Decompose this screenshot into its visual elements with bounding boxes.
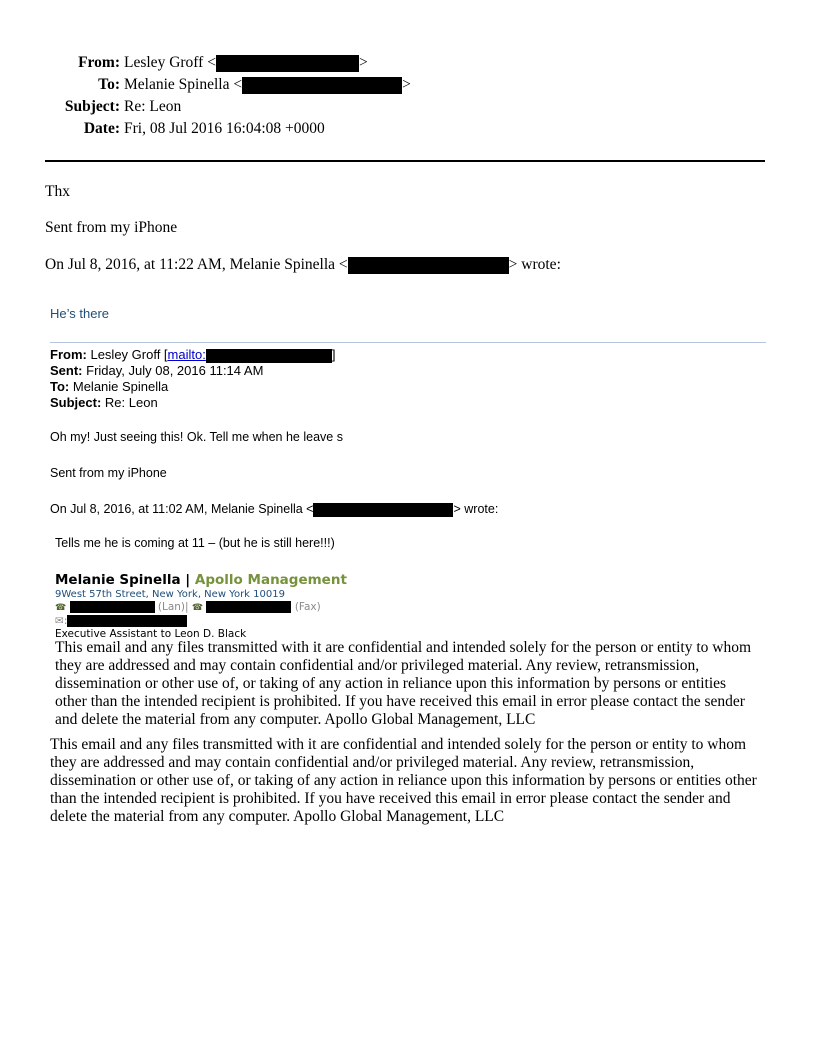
body-thx: Thx [45, 183, 70, 200]
signature-address: 9West 57th Street, New York, New York 10019 [55, 589, 285, 600]
phone-icon: ☎ [55, 603, 67, 613]
disclaimer-outer: This email and any files transmitted with it are confidential and intended solely for the person or entity to whom they are addressed and may contain confidential and/or privileged material. Any review, retransmission, dissemination or other use of, or taking of any action in reliance upon this information by persons or entities other than the intended recipient is prohibited. If you have received this email in error please contact the sender and delete the material from any computer. Apollo Global Management, LLC [50, 736, 757, 825]
body-sent-from: Sent from my iPhone [45, 219, 178, 236]
quoted-line-coming: Tells me he is coming at 11 – (but he is still here!!!) [55, 536, 335, 550]
mailto-link[interactable]: mailto: [167, 347, 206, 362]
signature-phones: ☎ (Lan)| ☎ (Fax) [55, 601, 321, 613]
redacted-email [242, 77, 402, 94]
redacted-email [206, 349, 332, 363]
signature-company: Apollo Management [194, 572, 347, 588]
reply-text: He’s there [50, 306, 110, 321]
signature-block [55, 571, 347, 641]
header-divider [45, 160, 765, 162]
mail-icon: ✉ [55, 615, 64, 627]
date-row [0, 118, 816, 140]
quoted-subject-row: Subject: Re: Leon [50, 395, 158, 410]
redacted-phone [70, 601, 155, 613]
redacted-email [67, 615, 187, 627]
signature-name-line [55, 571, 347, 589]
quoted-to-row: To: Melanie Spinella [50, 379, 169, 394]
signature-title: Executive Assistant to Leon D. Black [55, 628, 247, 640]
redacted-email [313, 503, 453, 517]
email-header [0, 52, 816, 140]
redacted-fax [206, 601, 291, 613]
subject-value: Re: Leon [124, 98, 182, 115]
from-value: Lesley Groff < > [124, 54, 368, 71]
date-value: Fri, 08 Jul 2016 16:04:08 +0000 [124, 120, 325, 137]
date-label: Date: [83, 120, 120, 137]
fax-icon: ☎ [191, 603, 204, 613]
to-row [0, 74, 816, 96]
from-label: From: [78, 54, 120, 71]
disclaimer-inner: This email and any files transmitted with it are confidential and intended solely for the person or entity to whom they are addressed and may contain confidential and/or privileged material. Any review, retransmission, dissemination or other use of, or taking of any action in reliance upon this information by persons or entities other than the intended recipient is prohibited. If you have received this email in error please contact the sender and delete the material from any computer. Apollo Global Management, LLC [55, 639, 752, 728]
signature-email-line: ✉: [55, 615, 347, 628]
redacted-email [348, 257, 509, 274]
to-label: To: [98, 76, 120, 93]
quoted-wrote-line: On Jul 8, 2016, at 11:02 AM, Melanie Spinella < > wrote: [50, 502, 499, 516]
subject-row [0, 96, 816, 118]
quoted-sent-row: Sent: Friday, July 08, 2016 11:14 AM [50, 363, 264, 378]
signature-name: Melanie Spinella | [55, 572, 195, 588]
subject-label: Subject: [64, 98, 120, 115]
from-row [0, 52, 816, 74]
redacted-email [216, 55, 359, 72]
quoted-sent-from: Sent from my iPhone [50, 466, 167, 480]
quoted-from-row: From: Lesley Groff [mailto: ] [50, 347, 336, 362]
quoted-line-oh-my: Oh my! Just seeing this! Ok. Tell me when he leave s [50, 430, 343, 444]
body-wrote-line: On Jul 8, 2016, at 11:22 AM, Melanie Spinella < > wrote: [45, 256, 561, 273]
quoted-divider [50, 342, 766, 343]
quoted-header [50, 347, 335, 411]
to-value: Melanie Spinella < > [124, 76, 411, 93]
